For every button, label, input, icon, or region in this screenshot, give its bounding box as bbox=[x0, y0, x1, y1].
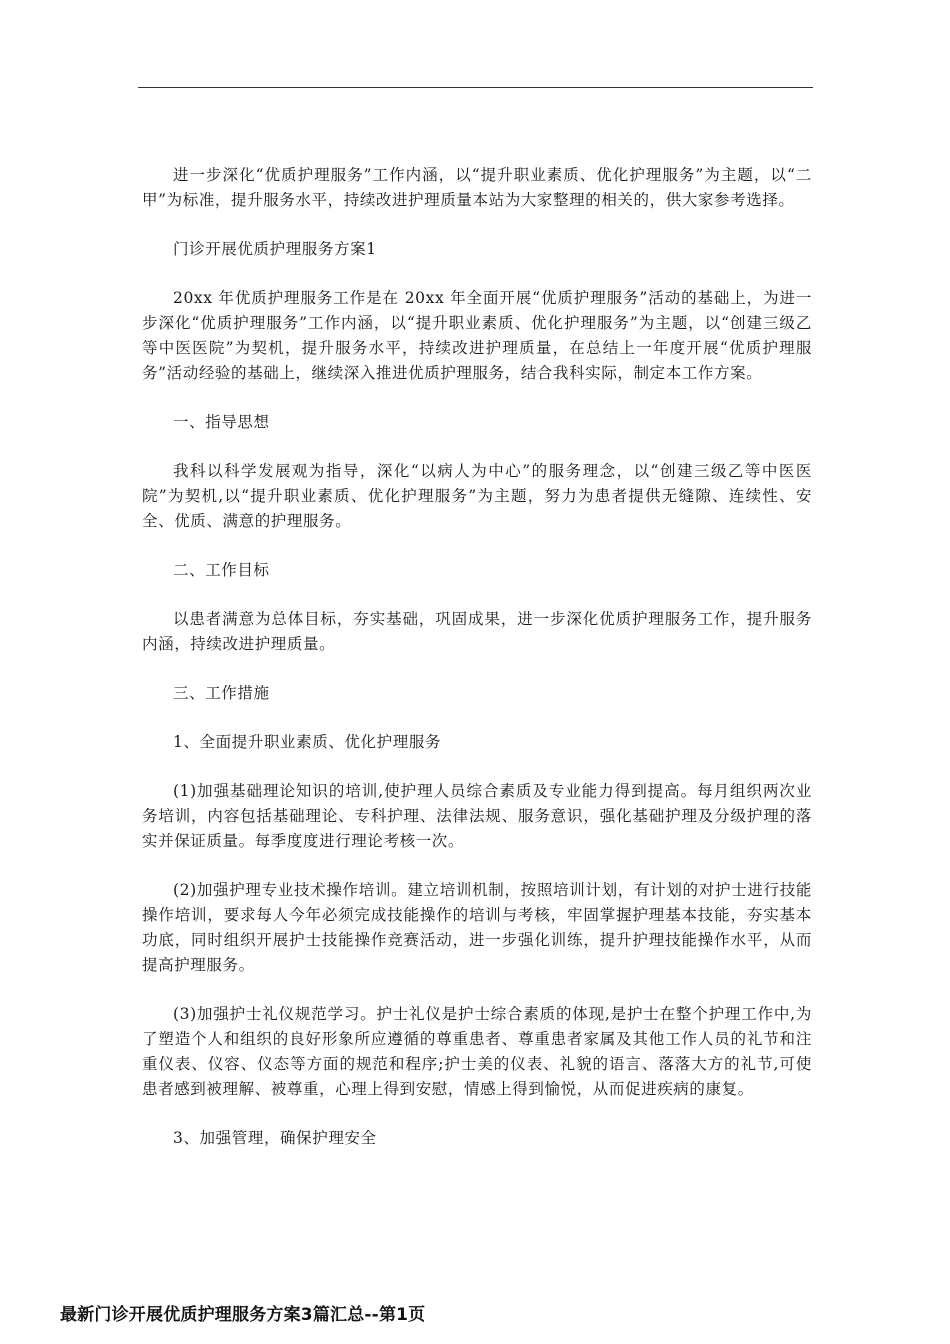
intro-paragraph: 进一步深化“优质护理服务”工作内涵，以“提升职业素质、优化护理服务”为主题，以“二甲”为标准，提升服务水平，持续改进护理质量本站为大家整理的相关的，供大家参考选择。 bbox=[142, 166, 812, 209]
plan-overview-paragraph: 20xx 年优质护理服务工作是在 20xx 年全面开展“优质护理服务”活动的基础上，为进一步深化“优质护理服务”工作内涵，以“提升职业素质、优化护理服务”为主题，以“创建三级乙等中医医院”为契机，提升服务水平，持续改进护理质量，在总结上一年度开展“优质护理服务”活动经验的基础上，继续深入推进优质护理服务，结合我科实际，制定本工作方案。 bbox=[142, 289, 812, 382]
measure-1-paragraph: (1)加强基础理论知识的培训,使护理人员综合素质及专业能力得到提高。每月组织两次业务培训，内容包括基础理论、专科护理、法律法规、服务意识，强化基础护理及分级护理的落实并保证质量。每季度度进行理论考核一次。 bbox=[142, 782, 812, 850]
header-rule bbox=[138, 87, 813, 88]
heading-work-goals: 二、工作目标 bbox=[173, 561, 270, 579]
measure-3-paragraph: (3)加强护士礼仪规范学习。护士礼仪是护士综合素质的体现,是护士在整个护理工作中,为了塑造个人和组织的良好形象所应遵循的尊重患者、尊重患者家属及其他工作人员的礼节和注重仪表、仪容、仪态等方面的规范和程序;护士美的仪表、礼貌的语言、落落大方的礼节,可使患者感到被理解、被尊重，心理上得到安慰，情感上得到愉悦，从而促进疾病的康复。 bbox=[142, 1005, 812, 1098]
guiding-thought-paragraph: 我科以科学发展观为指导，深化“以病人为中心”的服务理念，以“创建三级乙等中医医院”为契机,以“提升职业素质、优化护理服务”为主题，努力为患者提供无缝隙、连续性、安全、优质、满意的护理服务。 bbox=[142, 462, 812, 530]
work-goals-paragraph: 以患者满意为总体目标，夯实基础，巩固成果，进一步深化优质护理服务工作，提升服务内涵，持续改进护理质量。 bbox=[142, 610, 812, 653]
measure-2-paragraph: (2)加强护理专业技术操作培训。建立培训机制，按照培训计划，有计划的对护士进行技能操作培训，要求每人今年必须完成技能操作的培训与考核，牢固掌握护理基本技能，夯实基本功底，同时组织开展护士技能操作竞赛活动，进一步强化训练，提升护理技能操作水平，从而提高护理服务。 bbox=[142, 881, 812, 974]
heading-work-measures: 三、工作措施 bbox=[173, 684, 270, 702]
document-body bbox=[142, 163, 812, 1151]
subheading-quality-improvement: 1、全面提升职业素质、优化护理服务 bbox=[173, 733, 442, 751]
heading-guiding-thought: 一、指导思想 bbox=[173, 413, 270, 431]
page-footer: 最新门诊开展优质护理服务方案3篇汇总--第1页 bbox=[60, 1305, 426, 1325]
subheading-safety-management: 3、加强管理，确保护理安全 bbox=[173, 1129, 377, 1147]
section-title-plan-1: 门诊开展优质护理服务方案1 bbox=[173, 240, 377, 258]
